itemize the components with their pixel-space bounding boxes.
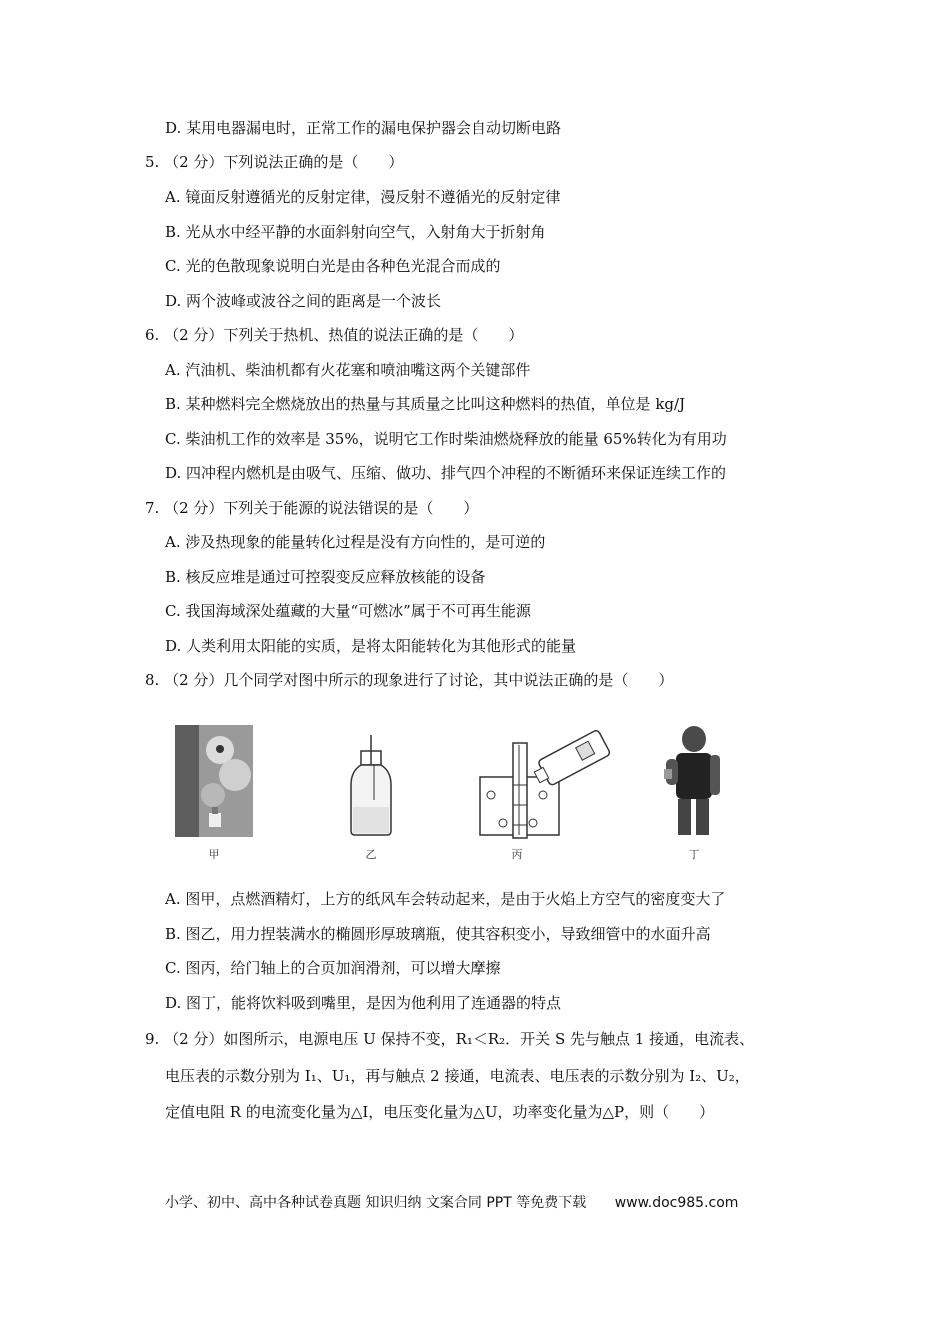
question-8: 8. （2 分）几个同学对图中所示的现象进行了讨论，其中说法正确的是（ ） [145,671,674,689]
q5-option-d: D. 两个波峰或波谷之间的距离是一个波长 [165,292,442,310]
q6-option-d: D. 四冲程内燃机是由吸气、压缩、做功、排气四个冲程的不断循环来保证连续工作的 [165,464,727,482]
figure-yi-bottle [345,725,397,837]
question-6: 6. （2 分）下列关于热机、热值的说法正确的是（ ） [145,326,524,344]
question-5: 5. （2 分）下列说法正确的是（ ） [145,153,404,171]
q7-option-a: A. 涉及热现象的能量转化过程是没有方向性的，是可逆的 [165,533,546,551]
q5-option-a: A. 镜面反射遵循光的反射定律，漫反射不遵循光的反射定律 [165,188,561,206]
figure-label-bing: 丙 [511,848,523,861]
q5-option-c: C. 光的色散现象说明白光是由各种色光混合而成的 [165,257,501,275]
q7-option-c: C. 我国海域深处蕴藏的大量“可燃冰”属于不可再生能源 [165,602,531,620]
page-footer [165,1192,738,1212]
q6-option-c: C. 柴油机工作的效率是 35%，说明它工作时柴油燃烧释放的能量 65%转化为有用功 [165,430,727,448]
question-7: 7. （2 分）下列关于能源的说法错误的是（ ） [145,499,479,517]
figure-jia-photo [175,725,253,837]
question-9-line-3: 定值电阻 R 的电流变化量为△I，电压变化量为△U，功率变化量为△P，则（ ） [165,1103,715,1121]
q6-option-b: B. 某种燃料完全燃烧放出的热量与其质量之比叫这种燃料的热值，单位是 kg/J [165,395,686,413]
q5-option-b: B. 光从水中经平静的水面斜射向空气，入射角大于折射角 [165,223,546,241]
q4-option-d: D. 某用电器漏电时，正常工作的漏电保护器会自动切断电路 [165,119,562,137]
q8-option-c: C. 图丙，给门轴上的合页加润滑剂，可以增大摩擦 [165,959,501,977]
question-9-line-1: 9. （2 分）如图所示，电源电压 U 保持不变，R₁＜R₂．开关 S 先与触点 1 接通，电流表、 [145,1030,755,1048]
q8-option-b: B. 图乙，用力捏装满水的椭圆形厚玻璃瓶，使其容积变小，导致细管中的水面升高 [165,925,711,943]
figure-bing-hinge [475,725,615,840]
q6-option-a: A. 汽油机、柴油机都有火花塞和喷油嘴这两个关键部件 [165,361,531,379]
footer-text: 小学、初中、高中各种试卷真题 知识归纳 文案合同 PPT 等免费下载 [165,1195,587,1211]
q7-option-b: B. 核反应堆是通过可控裂变反应释放核能的设备 [165,568,486,586]
q8-option-a: A. 图甲，点燃酒精灯，上方的纸风车会转动起来，是由于火焰上方空气的密度变大了 [165,890,726,908]
question-8-figure [170,725,740,870]
q8-option-d: D. 图丁，能将饮料吸到嘴里，是因为他利用了连通器的特点 [165,994,562,1012]
figure-label-jia: 甲 [208,848,220,861]
footer-url[interactable]: www.doc985.com [614,1195,739,1211]
figure-label-yi: 乙 [365,848,377,861]
figure-ding-boy-photo [658,725,728,840]
q7-option-d: D. 人类利用太阳能的实质，是将太阳能转化为其他形式的能量 [165,637,577,655]
figure-label-ding: 丁 [688,848,700,861]
question-9-line-2: 电压表的示数分别为 I₁、U₁，再与触点 2 接通，电流表、电压表的示数分别为 I₂、U₂， [165,1067,750,1085]
